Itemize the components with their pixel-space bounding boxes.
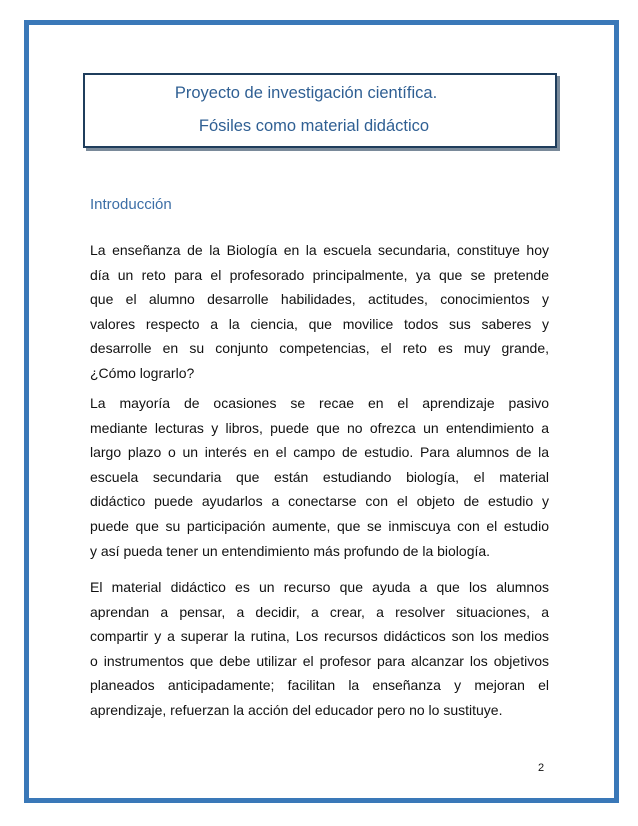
- paragraph-line: valores respecto a la ciencia, que movilice todos sus saberes y: [90, 315, 549, 332]
- page-number: 2: [538, 762, 545, 774]
- section-heading: Introducción: [90, 196, 172, 213]
- paragraph-line: La enseñanza de la Biología en la escuela secundaria, constituye hoy: [90, 242, 549, 258]
- paragraph-line: ¿Cómo lograrlo?: [90, 364, 195, 381]
- paragraph-2: [90, 391, 549, 563]
- paragraph-line: compartir y a superar la rutina, Los recursos didácticos son los medios: [90, 628, 549, 645]
- paragraph-line: La mayoría de ocasiones se recae en el aprendizaje pasivo: [90, 395, 549, 411]
- paragraph-line: El material didáctico es un recurso que ayuda a que los alumnos: [90, 579, 549, 595]
- document-title: Proyecto de investigación científica.: [174, 84, 438, 102]
- title-box: [83, 73, 557, 148]
- paragraph-line: largo plazo o un interés en el campo de estudio. Para alumnos de la: [90, 444, 549, 461]
- paragraph-line: didáctico puede ayudarlos a conectarse con el objeto de estudio y: [90, 493, 549, 510]
- paragraph-line: escuela secundaria que están estudiando biología, el material: [90, 468, 549, 485]
- paragraph-line: y así pueda tener un entendimiento más profundo de la biología.: [90, 542, 491, 559]
- paragraph-line: día un reto para el profesorado principalmente, ya que se pretende: [90, 266, 549, 283]
- paragraph-1: [90, 238, 549, 386]
- paragraph-line: planeados anticipadamente; facilitan la enseñanza y mejoran el: [90, 677, 549, 694]
- paragraph-line: puede que su participación aumente, que se inmiscuya con el estudio: [90, 517, 549, 534]
- paragraph-line: aprendizaje, refuerzan la acción del educador pero no lo sustituye.: [90, 701, 503, 718]
- paragraph-line: o instrumentos que debe utilizar el profesor para alcanzar los objetivos: [90, 652, 549, 669]
- paragraph-3: [90, 575, 549, 723]
- paragraph-line: aprendan a pensar, a decidir, a crear, a resolver situaciones, a: [90, 603, 549, 620]
- paragraph-line: desarrolle en su conjunto competencias, el reto es muy grande,: [90, 340, 549, 357]
- paragraph-line: mediante lecturas y libros, puede que no ofrezca un entendimiento a: [90, 419, 549, 436]
- document-subtitle: Fósiles como material didáctico: [198, 117, 430, 135]
- paragraph-line: que el alumno desarrolle habilidades, actitudes, conocimientos y: [90, 291, 549, 308]
